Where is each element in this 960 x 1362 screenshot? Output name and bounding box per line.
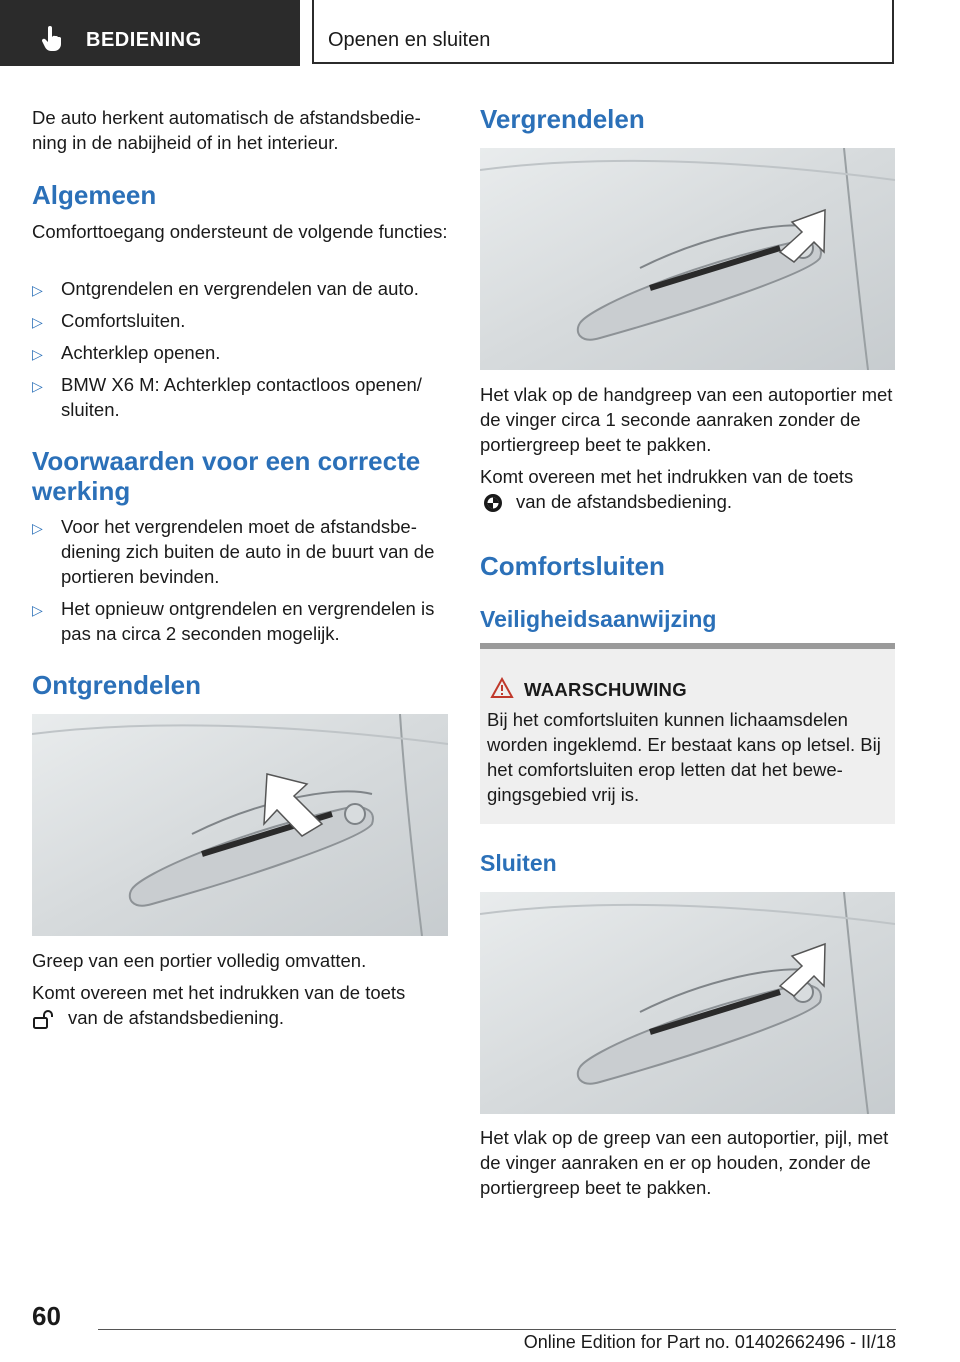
heading-comfortsluiten: Comfortsluiten [480,551,665,581]
door-handle-image [32,714,448,936]
vergrendelen-caption: Het vlak op de handgreep van een autoportier met de vinger circa 1 seconde aanraken zonder de portiergreep beet te pakken. [480,384,893,455]
chapter-title: Openen en sluiten [328,29,491,51]
section-label: BEDIENING [86,29,202,51]
chapter-title-box [312,0,894,64]
bmw-logo-icon [480,493,506,513]
heading-voorwaarden: Voorwaarden voor een correcte werking [32,446,421,506]
heading-algemeen: Algemeen [32,180,157,210]
triangle-right-icon: ▷ [32,282,43,298]
warning-title: WAARSCHUWING [524,679,687,700]
section-tab [0,0,300,66]
heading-ontgrendelen: Ontgrendelen [32,670,202,700]
hand-touch-icon [40,26,64,52]
ontgrendelen-text: Komt overeen met het indrukken van de toets van de afstandsbediening. [32,982,406,1028]
heading-vergrendelen: Vergrendelen [480,104,645,134]
intro-text: De auto herkent automatisch de afstandsbediening in de nabijheid of in het interieur. [32,107,421,153]
heading-veiligheid: Veiligheidsaanwijzing [480,606,717,632]
footer-divider [98,1329,896,1330]
warning-box [480,643,895,824]
page-header [0,0,960,66]
sluiten-caption: Het vlak op de greep van een autoportier, pijl, met de vinger aanraken en er op houden, zonder de portiergreep beet te pakken. [480,1127,889,1198]
algemeen-text: Comforttoegang ondersteunt de volgende functies: [32,221,448,242]
warning-triangle-icon [490,677,514,699]
vergrendelen-text: Komt overeen met het indrukken van de toets van de afstandsbediening. [480,466,854,512]
triangle-right-icon: ▷ [32,314,43,330]
figure-door-handle-close [480,892,895,1114]
triangle-right-icon: ▷ [32,602,43,618]
footer-edition: Online Edition for Part no. 01402662496 - II/18 [523,1332,896,1352]
heading-sluiten: Sluiten [480,850,557,876]
door-handle-image [480,892,895,1114]
ontgrendelen-caption: Greep van een portier volledig omvatten. [32,950,367,971]
triangle-right-icon: ▷ [32,520,43,536]
triangle-right-icon: ▷ [32,378,43,394]
page-number: 60 [32,1301,61,1331]
triangle-right-icon: ▷ [32,346,43,362]
figure-door-handle-lock [480,148,895,370]
figure-door-handle-unlock [32,714,448,936]
door-handle-image [480,148,895,370]
unlock-icon [32,1009,58,1029]
warning-body: Bij het comfortsluiten kunnen lichaamsdelen worden ingeklemd. Er bestaat kans op letsel. Bij het comfortsluiten erop letten dat het bewegingsgebied vrij is. [487,709,881,805]
